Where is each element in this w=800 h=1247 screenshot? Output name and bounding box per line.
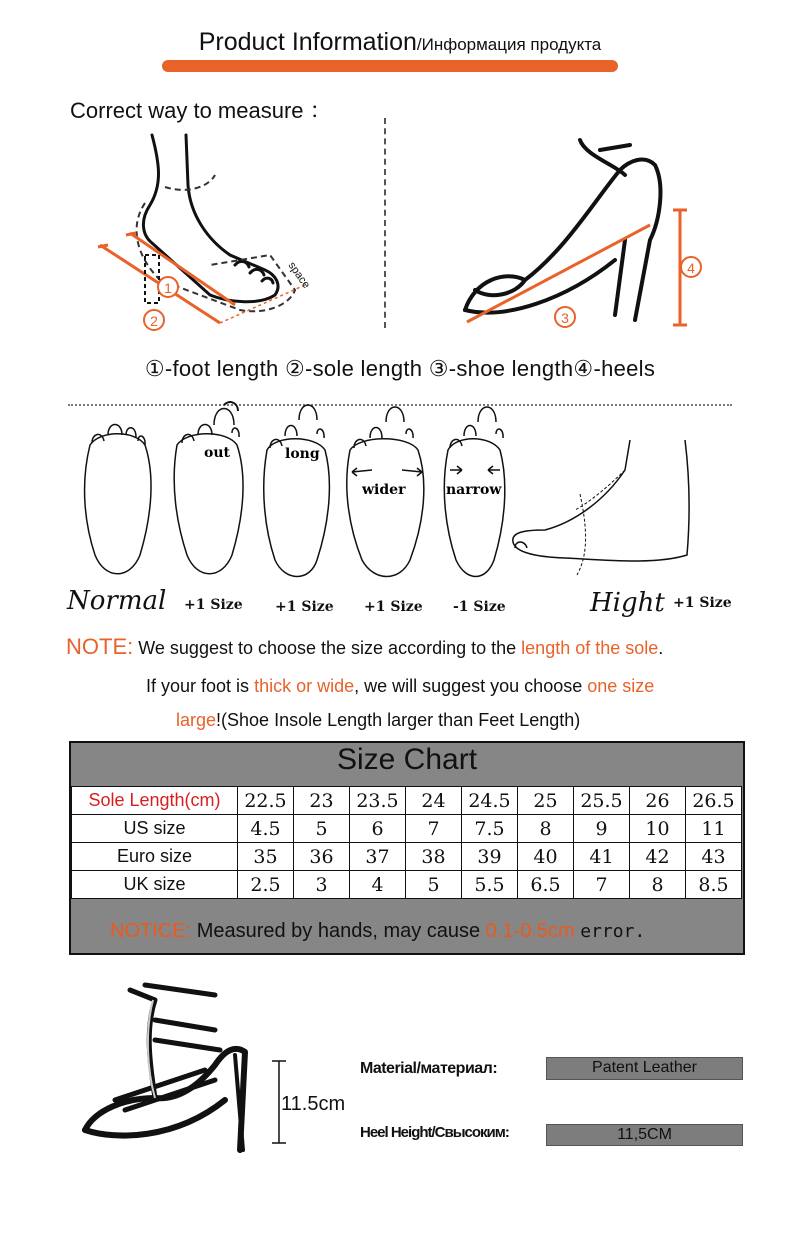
title-underline-bar xyxy=(162,60,618,72)
table-cell: 39 xyxy=(462,843,518,871)
table-cell: 7.5 xyxy=(462,815,518,843)
table-cell: 38 xyxy=(406,843,462,871)
label-long: long xyxy=(285,446,320,462)
row-label-sole: Sole Length(cm) xyxy=(72,787,238,815)
size-table xyxy=(71,786,742,899)
table-cell: 26.5 xyxy=(686,787,742,815)
table-row xyxy=(72,815,742,843)
foot-outline-long xyxy=(255,400,340,585)
heel-label: Heel Height/Свысоким: xyxy=(360,1124,509,1141)
space-label: space xyxy=(285,259,313,291)
note-line-1 xyxy=(66,634,663,660)
table-cell: 23 xyxy=(294,787,350,815)
table-cell: 2.5 xyxy=(238,871,294,899)
heel-value: 11,5CM xyxy=(546,1124,743,1146)
material-value: Patent Leather xyxy=(546,1057,743,1080)
table-cell: 36 xyxy=(294,843,350,871)
title-en: Product Information xyxy=(198,28,417,56)
notice-text-a: Measured by hands, may cause xyxy=(196,920,481,942)
table-cell: 3 xyxy=(294,871,350,899)
table-cell: 5 xyxy=(294,815,350,843)
label-narrow: narrow xyxy=(446,482,502,498)
size-chart-notice xyxy=(110,920,645,943)
table-cell: 7 xyxy=(574,871,630,899)
table-cell: 10 xyxy=(630,815,686,843)
foot-outline-normal xyxy=(70,405,165,585)
material-label: Material/материал: xyxy=(360,1060,498,1077)
table-cell: 6 xyxy=(350,815,406,843)
size-adjust-narrow: -1 Size xyxy=(453,599,506,615)
divider-vertical xyxy=(384,118,386,328)
svg-text:2: 2 xyxy=(150,313,158,329)
note-text-2c: , we will suggest you choose xyxy=(354,676,583,696)
table-cell: 9 xyxy=(574,815,630,843)
table-cell: 6.5 xyxy=(518,871,574,899)
title-ru: /Информация продукта xyxy=(416,35,602,54)
svg-text:4: 4 xyxy=(687,260,695,276)
table-cell: 5.5 xyxy=(462,871,518,899)
size-adjust-long: +1 Size xyxy=(275,599,334,615)
label-hight: Hight xyxy=(590,588,665,618)
note-highlight-sole: length of the sole xyxy=(521,638,659,658)
size-adjust-hight: +1 Size xyxy=(673,595,732,611)
measure-heading: Correct way to measure ： xyxy=(70,98,332,123)
row-label-euro: Euro size xyxy=(72,843,238,871)
table-cell: 26 xyxy=(630,787,686,815)
note-highlight-onesize: one size xyxy=(587,676,655,696)
table-row xyxy=(72,871,742,899)
label-normal: Normal xyxy=(67,586,167,616)
table-cell: 8 xyxy=(630,871,686,899)
note-line-2 xyxy=(146,676,654,697)
row-label-us: US size xyxy=(72,815,238,843)
table-row xyxy=(72,787,742,815)
row-label-uk: UK size xyxy=(72,871,238,899)
heel-height-measure: 11.5cm xyxy=(281,1093,346,1115)
size-adjust-out: +1 Size xyxy=(184,597,243,613)
table-cell: 40 xyxy=(518,843,574,871)
foot-outline-wider xyxy=(340,400,435,585)
note-highlight-thick: thick or wide xyxy=(254,676,355,696)
table-cell: 23.5 xyxy=(350,787,406,815)
table-cell: 22.5 xyxy=(238,787,294,815)
table-cell: 24.5 xyxy=(462,787,518,815)
foot-outline-high-instep xyxy=(505,430,695,580)
svg-text:1: 1 xyxy=(164,280,172,296)
table-cell: 4.5 xyxy=(238,815,294,843)
note-line-3 xyxy=(176,710,580,731)
note-text-3b: !(Shoe Insole Length larger than Feet Length) xyxy=(216,710,581,730)
table-cell: 11 xyxy=(686,815,742,843)
table-row xyxy=(72,843,742,871)
foot-measure-illustration xyxy=(90,125,330,365)
table-cell: 8.5 xyxy=(686,871,742,899)
label-out: out xyxy=(204,445,230,461)
table-cell: 8 xyxy=(518,815,574,843)
note-highlight-large: large xyxy=(176,710,217,730)
table-cell: 25 xyxy=(518,787,574,815)
size-adjust-wider: +1 Size xyxy=(364,599,423,615)
notice-text-b: error. xyxy=(580,921,646,942)
table-cell: 43 xyxy=(686,843,742,871)
label-wider: wider xyxy=(362,482,406,498)
table-cell: 42 xyxy=(630,843,686,871)
size-chart-title: Size Chart xyxy=(336,743,478,776)
shoe-measure-illustration xyxy=(455,130,715,345)
notice-label: NOTICE: xyxy=(110,920,192,942)
table-cell: 25.5 xyxy=(574,787,630,815)
page-title xyxy=(0,28,800,57)
table-cell: 41 xyxy=(574,843,630,871)
table-cell: 37 xyxy=(350,843,406,871)
table-cell: 35 xyxy=(238,843,294,871)
table-cell: 5 xyxy=(406,871,462,899)
note-label: NOTE: xyxy=(66,634,134,659)
note-text-1a: We suggest to choose the size according to the xyxy=(138,638,517,658)
foot-outline-out xyxy=(162,395,257,585)
svg-text:3: 3 xyxy=(561,310,569,326)
measure-legend: ①-foot length ②-sole length ③-shoe length④-heels xyxy=(144,356,656,381)
note-text-1c: . xyxy=(658,638,664,658)
notice-range: 0.1-0.5cm xyxy=(485,920,575,942)
table-cell: 24 xyxy=(406,787,462,815)
note-text-2a: If your foot is xyxy=(146,676,250,696)
table-cell: 7 xyxy=(406,815,462,843)
product-sandal-image xyxy=(75,970,275,1155)
table-cell: 4 xyxy=(350,871,406,899)
